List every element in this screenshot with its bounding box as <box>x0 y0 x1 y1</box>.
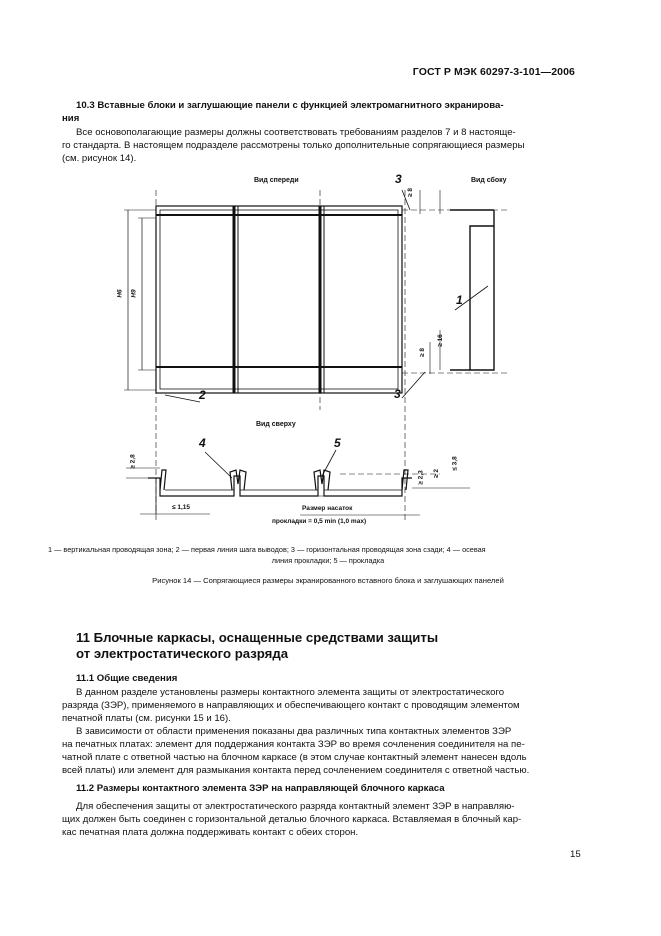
front-view-label: Вид спереди <box>254 177 299 184</box>
legend-line: 1 — вертикальная проводящая зона; 2 — первая линия шага выводов; 3 — горизонтальная проводящая зона сзади; 4 — осевая <box>48 545 486 554</box>
section-11-1-heading: 11.1 Общие сведения <box>76 673 178 684</box>
text-line: щих должен быть соединен с горизонтальной деталью блочного каркаса. Вставляемая в блочный кар- <box>62 814 522 825</box>
dim-ge-2-3: ≥ 2,3 <box>417 470 425 485</box>
callout-4: 4 <box>199 436 206 450</box>
top-view-profile <box>148 476 412 496</box>
text-line: В зависимости от области применения показаны два различных типа контактных элементов ЗЭР <box>76 726 512 737</box>
callout-3-bottom: 3 <box>394 387 401 401</box>
heading-line: ния <box>62 113 80 124</box>
heading-line: 11 Блочные каркасы, оснащенные средствами защиты <box>76 630 439 645</box>
gasket-line: Размер насаток <box>302 505 353 512</box>
callout-5: 5 <box>334 436 341 450</box>
text-line: печатной платы (см. рисунки 15 и 16). <box>62 713 231 724</box>
text-line: (см. рисунок 14). <box>62 153 137 164</box>
dim-h6: H6 <box>116 289 124 298</box>
text-line: чатной плате с ответной частью на блочном каркасе (в этом случае контактный элемент нанесен вдоль <box>62 752 527 763</box>
dim-h9: H9 <box>130 289 138 298</box>
dim-ge-8-top: ≥ 8 <box>407 188 414 197</box>
dim-le-3-8: ≤ 3,8 <box>451 456 459 471</box>
text-line: всей платы) или элемент для размыкания контакта перед сочленением соединителя с ответной частью. <box>62 765 530 776</box>
dim-ge-2-8: ≥ 2,8 <box>129 454 137 469</box>
text-line: на печатных платах: элемент для поддержания контакта ЗЭР во время сочленения соединителя на пе- <box>62 739 525 750</box>
legend-line: линия прокладки; 5 — прокладка <box>271 556 385 565</box>
callout-3-top: 3 <box>395 172 402 186</box>
text-line: Для обеспечения защиты от электростатического разряда контактный элемент ЗЭР в направляю- <box>76 801 515 812</box>
text-line: В данном разделе установлены размеры контактного элемента защиты от электростатического <box>76 687 505 698</box>
page-number: 15 <box>570 849 581 860</box>
figure-legend <box>48 544 608 566</box>
figure-title: Рисунок 14 — Сопрягающиеся размеры экранированного вставного блока и заглушающих панелей <box>152 576 504 585</box>
section-11-2-heading: 11.2 Размеры контактного элемента ЗЭР на направляющей блочного каркаса <box>76 783 445 794</box>
text-line: го стандарта. В настоящем подразделе рассмотрены только дополнительные сопрягающиеся размеры <box>62 140 525 151</box>
section-11-1-text <box>62 686 584 777</box>
top-view-label: Вид сверху <box>256 421 296 428</box>
front-view-frame <box>156 206 402 393</box>
text-line: разряда (ЗЭР), применяемого в направляющих и обеспечивающего контакт с проводящим элементом <box>62 700 520 711</box>
document-header: ГОСТ Р МЭК 60297-3-101—2006 <box>412 66 575 78</box>
heading-line: от электростатического разряда <box>76 646 289 661</box>
callout-2: 2 <box>199 388 206 402</box>
section-11-heading <box>76 630 438 662</box>
dim-le-1-15: ≤ 1,15 <box>172 504 191 511</box>
section-11-2-text <box>62 800 584 839</box>
front-view-inner <box>160 210 398 389</box>
dim-ge-16: ≥ 16 <box>436 334 444 347</box>
text-line: кас печатная плата должна поддерживать контакт с обеих сторон. <box>62 827 359 838</box>
gasket-dimension-value: прокладки = 0,5 min (1,0 max) <box>272 518 367 525</box>
gasket-dimension-note <box>302 505 352 512</box>
dim-ge-8-bottom: ≥ 8 <box>419 348 426 357</box>
text-line: Все основополагающие размеры должны соответствовать требованиям разделов 7 и 8 настояще- <box>76 127 516 138</box>
heading-line: 10.3 Вставные блоки и заглушающие панели с функцией электромагнитного экранирова- <box>76 100 504 111</box>
side-view-label: Вид сбоку <box>471 177 507 184</box>
dim-ge-2: ≥ 2 <box>433 469 440 478</box>
callout-1: 1 <box>456 293 463 307</box>
